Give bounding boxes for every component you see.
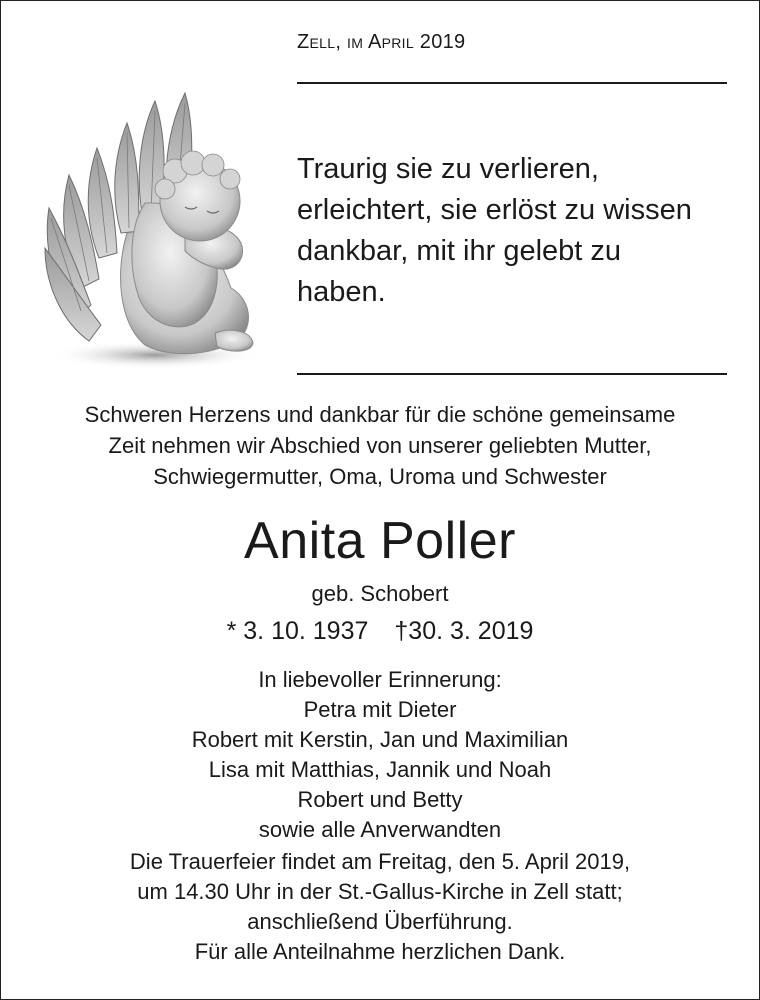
ceremony-line: um 14.30 Uhr in der St.-Gallus-Kirche in Zell statt;: [137, 879, 623, 904]
family-line: Lisa mit Matthias, Jannik und Noah: [208, 757, 552, 782]
place-date: Zell, im April 2019: [297, 31, 466, 53]
family-line: sowie alle Anverwandten: [258, 817, 502, 842]
intro-line: Zeit nehmen wir Abschied von unserer geliebten Mutter,: [108, 433, 652, 458]
family-line: Robert und Betty: [297, 787, 463, 812]
ceremony-line: anschließend Überführung.: [247, 909, 513, 934]
family-line: Petra mit Dieter: [303, 697, 457, 722]
intro-line: Schweren Herzens und dankbar für die schöne gemeinsame: [84, 402, 676, 427]
family-line: In liebevoller Erinnerung:: [258, 667, 502, 692]
intro-text: [1, 399, 759, 492]
ceremony-line: Die Trauerfeier findet am Freitag, den 5. April 2019,: [129, 849, 631, 874]
ceremony-line: Für alle Anteilnahme herzlichen Dank.: [194, 939, 566, 964]
maiden-name: geb. Schobert: [311, 581, 449, 606]
birth-date: * 3. 10. 1937: [226, 617, 369, 645]
poem-line: haben.: [297, 276, 386, 308]
life-dates: [1, 615, 759, 647]
poem: [297, 149, 737, 313]
family-list: [1, 665, 759, 845]
poem-line: Traurig sie zu verlieren,: [297, 153, 599, 185]
ceremony-info: [1, 847, 759, 967]
death-date: †30. 3. 2019: [394, 617, 534, 645]
poem-line: erleichtert, sie erlöst zu wissen: [297, 194, 692, 226]
intro-line: Schwiegermutter, Oma, Uroma und Schwester: [153, 464, 607, 489]
bottom-divider: [297, 373, 727, 375]
top-divider: [297, 82, 727, 84]
poem-line: dankbar, mit ihr gelebt zu: [297, 235, 622, 267]
family-line: Robert mit Kerstin, Jan und Maximilian: [191, 727, 569, 752]
deceased-name: Anita Poller: [244, 512, 516, 570]
angel-illustration: [35, 83, 267, 373]
